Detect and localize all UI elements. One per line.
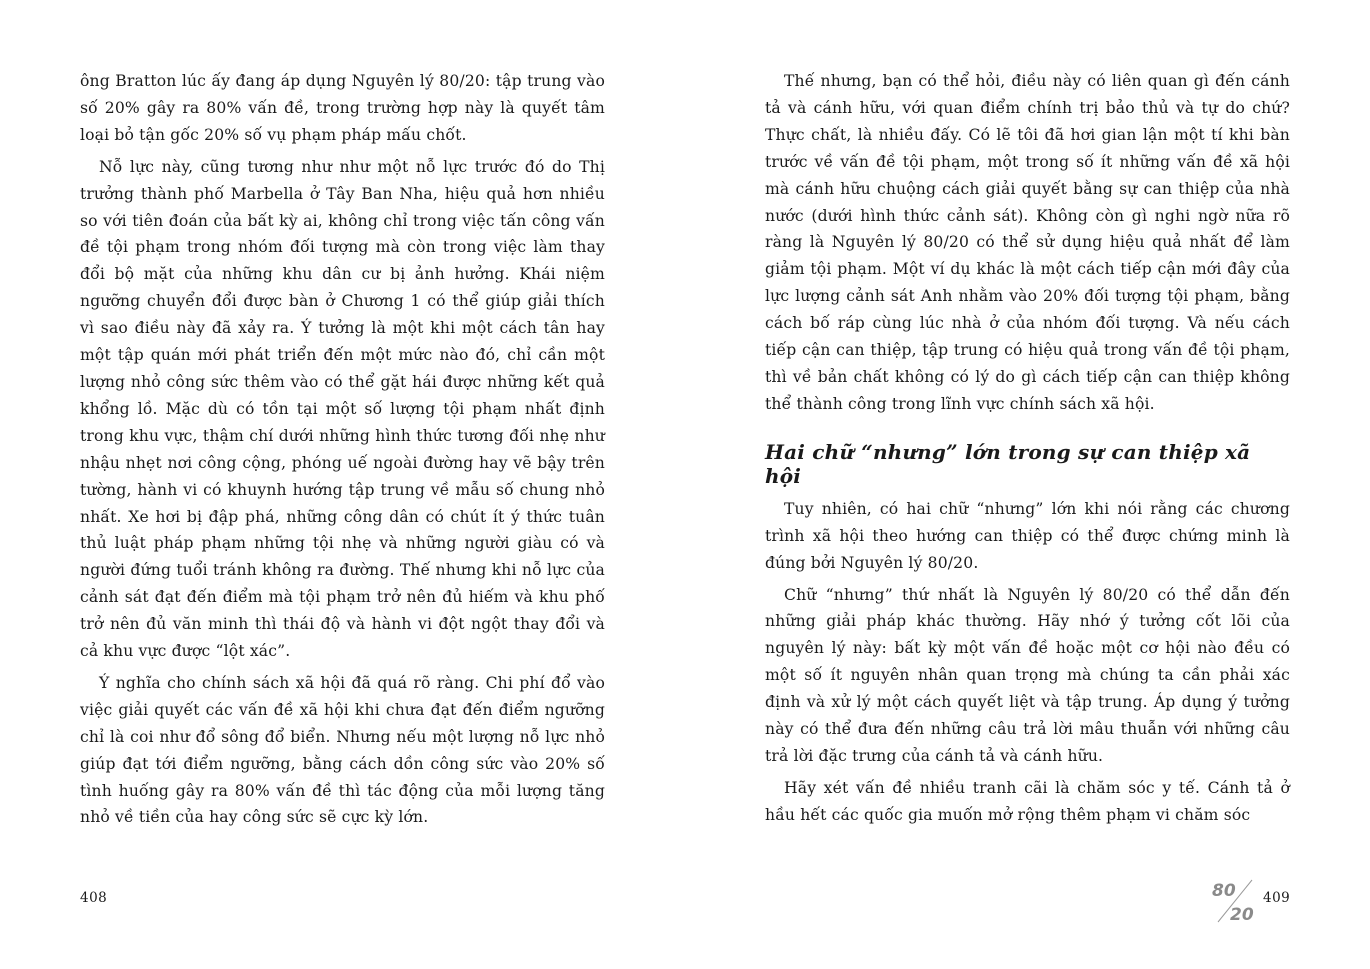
right-page [765, 68, 1290, 834]
left-paragraph-2: Nỗ lực này, cũng tương như như một nỗ lực trước đó do Thị trưởng thành phố Marbella ở Tây Ban Nha, hiệu quả hơn nhiều so với tiên đoán của bất kỳ ai, không chỉ trong việc tấn công vấn đề tội phạm trong nhóm đối tượng mà còn trong việc làm thay đổi bộ mặt của những khu dân cư bị ảnh hưởng. Khái niệm ngưỡng chuyển đổi được bàn ở Chương 1 có thể giúp giải thích vì sao điều này đã xảy ra. Ý tưởng là một khi một cách tân hay một tập quán mới phát triển đến một mức nào đó, chỉ cần một lượng nhỏ công sức thêm vào có thể gặt hái được những kết quả khổng lồ. Mặc dù có tồn tại một số lượng tội phạm nhất định trong khu vực, thậm chí dưới những hình thức tương đối nhẹ như nhậu nhẹt nơi công cộng, phóng uế ngoài đường hay vẽ bậy trên tường, hành vi có khuynh hướng tập trung về mẫu số chung nhỏ nhất. Xe hơi bị đập phá, những công dân có chút ít ý thức tuân thủ luật pháp phạm những tội nhẹ và những người giàu có và người đứng tuổi tránh không ra đường. Thế nhưng khi nỗ lực của cảnh sát đạt đến điểm mà tội phạm trở nên đủ hiếm và khu phố trở nên đủ văn minh thì thái độ và hành vi đột ngột thay đổi và cả khu vực được “lột xác”. [80, 157, 605, 661]
logo-bottom-number: 20 [1230, 905, 1254, 924]
right-intro-paragraph: Thế nhưng, bạn có thể hỏi, điều này có liên quan gì đến cánh tả và cánh hữu, với quan điểm chính trị bảo thủ và tự do chứ? Thực chất, là nhiều đấy. Có lẽ tôi đã hơi gian lận một tí khi bàn trước về vấn đề tội phạm, một trong số ít những vấn đề xã hội mà cánh hữu chuộng cách giải quyết bằng sự can thiệp của nhà nước (dưới hình thức cảnh sát). Không còn gì nghi ngờ nữa rõ ràng là Nguyên lý 80/20 có thể sử dụng hiệu quả nhất để làm giảm tội phạm. Một ví dụ khác là một cách tiếp cận mới đây của lực lượng cảnh sát Anh nhằm vào 20% đối tượng tội phạm, bằng cách bố ráp cùng lúc nhà ở của nhóm đối tượng. Và nếu cách tiếp cận can thiệp, tập trung có hiệu quả trong vấn đề tội phạm, thì về bản chất không có lý do gì cách tiếp cận can thiệp không thể thành công trong lĩnh vực chính sách xã hội. [765, 72, 1290, 413]
right-paragraph-2: Chữ “nhưng” thứ nhất là Nguyên lý 80/20 có thể dẫn đến những giải pháp khác thường. Hãy nhớ ý tưởng cốt lõi của nguyên lý này: bất kỳ một vấn đề hoặc một cơ hội nào đều có một số ít nguyên nhân quan trọng mà chúng ta cần phải xác định và xử lý một cách quyết liệt và tập trung. Áp dụng ý tưởng này có thể đưa đến những câu trả lời mâu thuẫn với những câu trả lời đặc trưng của cánh tả và cánh hữu. [765, 585, 1290, 765]
left-page [80, 68, 605, 836]
right-paragraph-3: Hãy xét vấn đề nhiều tranh cãi là chăm sóc y tế. Cánh tả ở hầu hết các quốc gia muốn mở rộng thêm phạm vi chăm sóc [765, 778, 1290, 824]
right-paragraph-1: Tuy nhiên, có hai chữ “nhưng” lớn khi nói rằng các chương trình xã hội theo hướng can thiệp có thể được chứng minh là đúng bởi Nguyên lý 80/20. [765, 499, 1290, 572]
page-number-left: 408 [80, 890, 108, 906]
page-number-right: 409 [1263, 890, 1291, 906]
left-paragraph-1: ông Bratton lúc ấy đang áp dụng Nguyên lý 80/20: tập trung vào số 20% gây ra 80% vấn đề, trong trường hợp này là quyết tâm loại bỏ tận gốc 20% số vụ phạm pháp mấu chốt. [80, 72, 605, 144]
logo-top-number: 80 [1212, 881, 1236, 901]
section-heading: Hai chữ “nhưng” lớn trong sự can thiệp xã hội [765, 439, 1251, 488]
book-logo-icon [1208, 878, 1264, 924]
left-paragraph-3: Ý nghĩa cho chính sách xã hội đã quá rõ ràng. Chi phí đổ vào việc giải quyết các vấn đề xã hội khi chưa đạt đến điểm ngưỡng chỉ là coi như đổ sông đổ biển. Nhưng nếu một lượng nỗ lực nhỏ giúp đạt tới điểm ngưỡng, bằng cách dồn công sức vào 20% số tình huống gây ra 80% vấn đề thì tác động của mỗi lượng tăng nhỏ về tiền của hay công sức sẽ cực kỳ lớn. [80, 673, 605, 827]
